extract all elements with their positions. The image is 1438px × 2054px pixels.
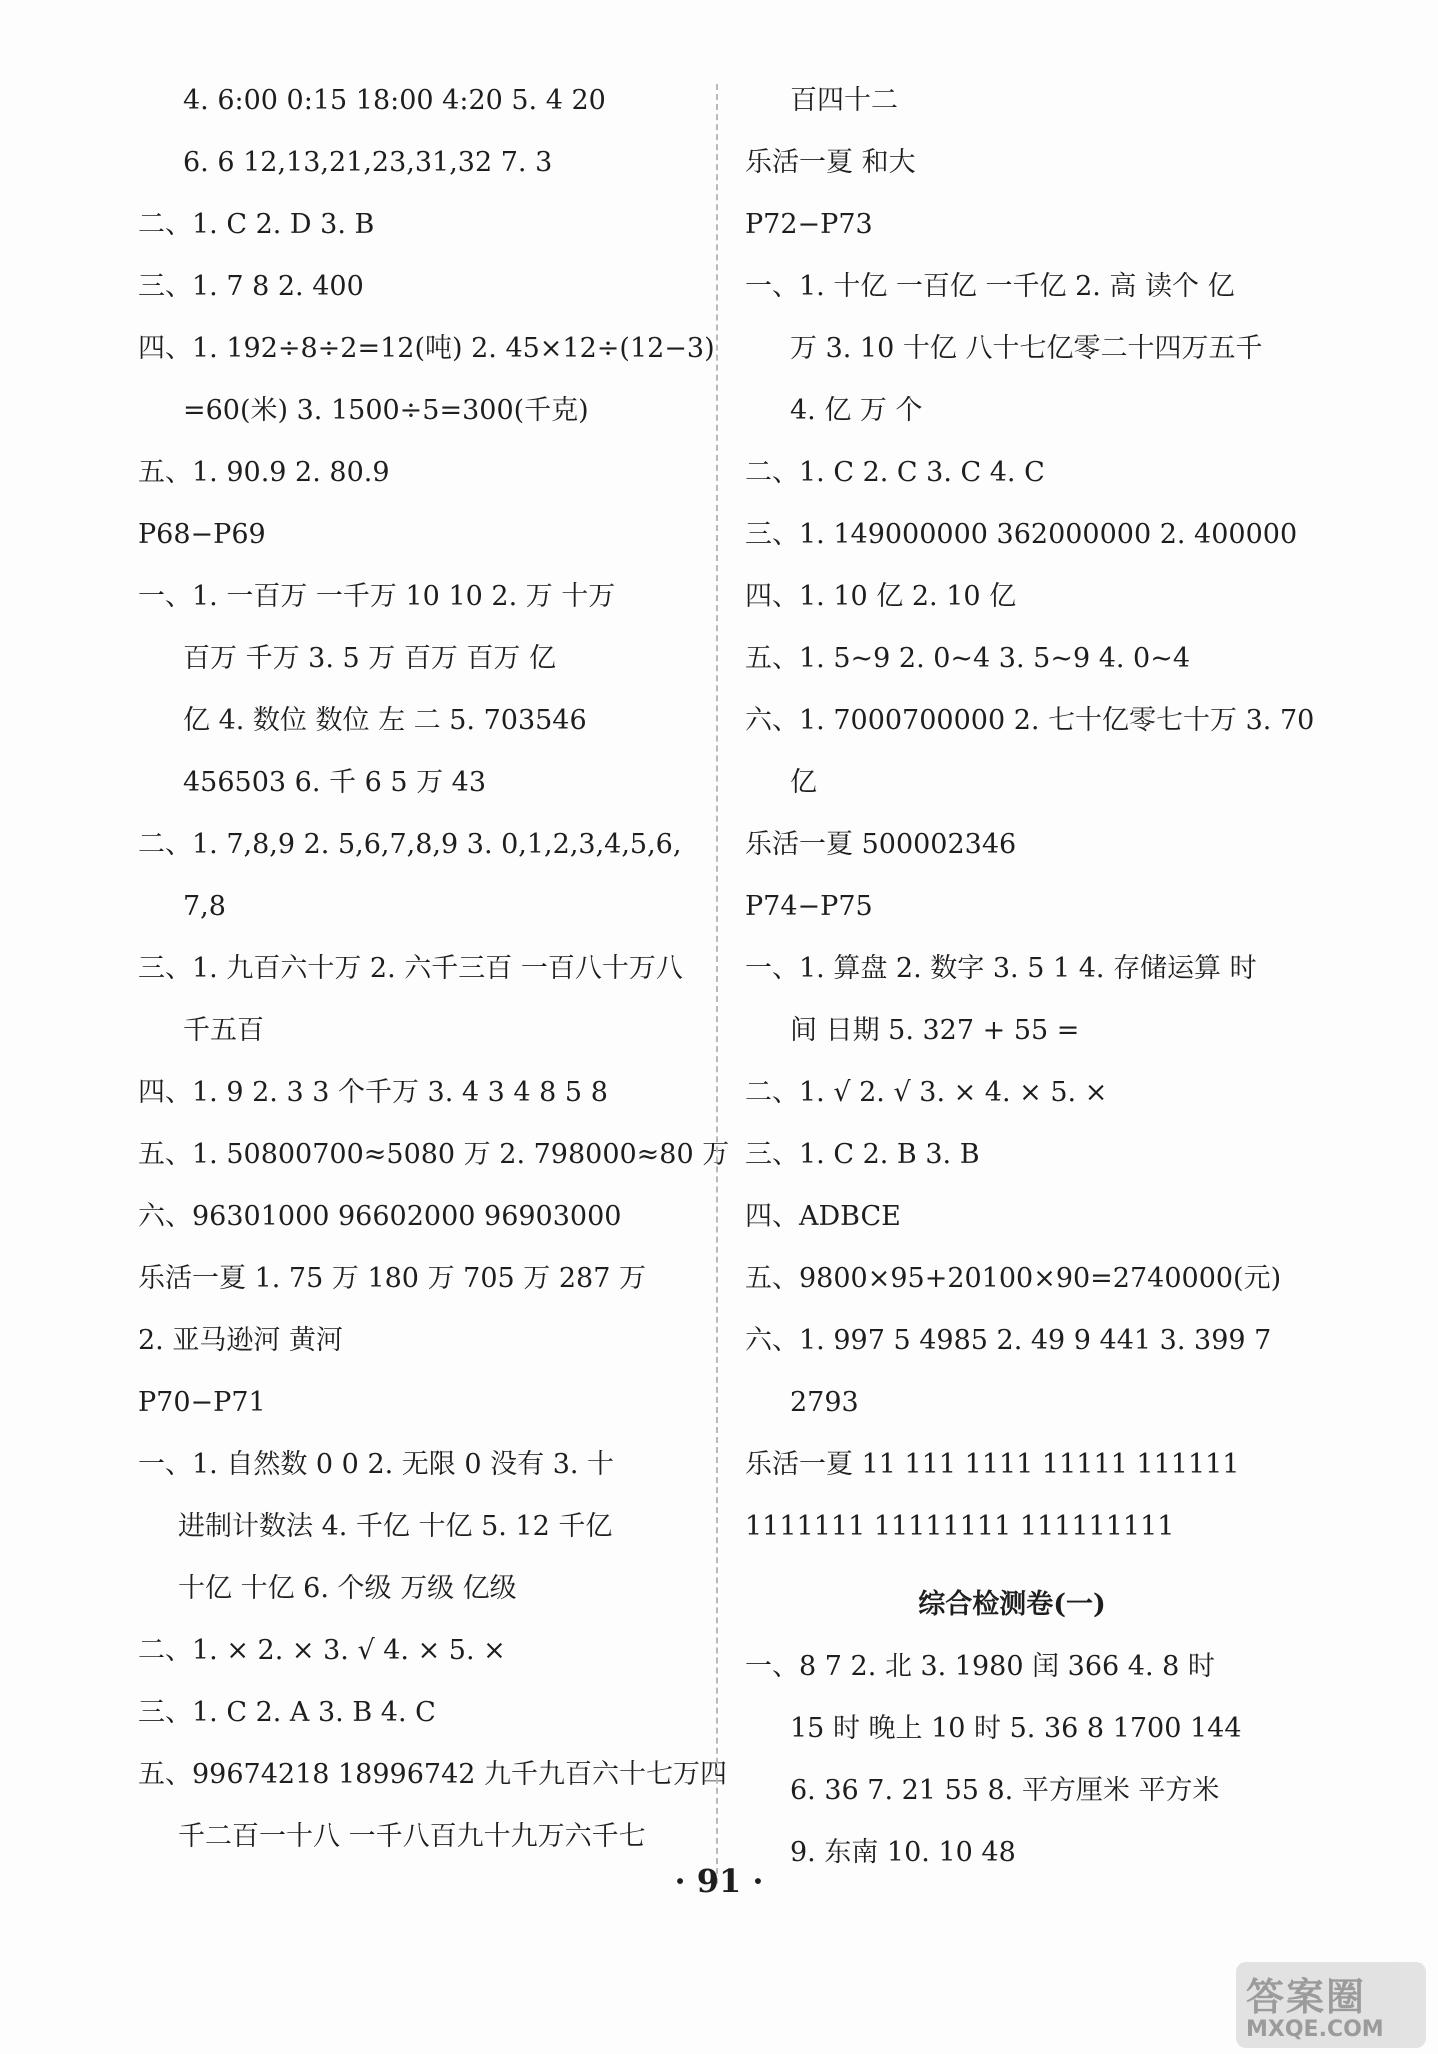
page-range-heading: P70−P71 [138,1387,266,1418]
answer-line: 四、1. 10 亿 2. 10 亿 [745,581,1017,612]
answer-line: 三、1. C 2. A 3. B 4. C [138,1697,436,1728]
answer-line: 亿 [790,767,817,798]
answer-line: 三、1. 九百六十万 2. 六千三百 一百八十万八 [138,953,683,984]
answer-line: 456503 6. 千 6 5 万 43 [183,767,487,798]
answer-line: 三、1. 7 8 2. 400 [138,271,364,302]
answer-line: 乐活一夏 11 111 1111 11111 111111 [745,1449,1240,1480]
answer-line: 1111111 11111111 111111111 [745,1511,1175,1542]
answer-line: 二、1. × 2. × 3. √ 4. × 5. × [138,1635,506,1666]
section-title: 综合检测卷(一) [918,1589,1106,1620]
answer-line: 四、1. 192÷8÷2=12(吨) 2. 45×12÷(12−3) [138,333,715,364]
answer-line: 万 3. 10 十亿 八十七亿零二十四万五千 [790,333,1263,364]
answer-line: 二、1. √ 2. √ 3. × 4. × 5. × [745,1077,1108,1108]
answer-line: 一、1. 十亿 一百亿 一千亿 2. 高 读个 亿 [745,271,1235,302]
answer-line: 百万 千万 3. 5 万 百万 百万 亿 [183,643,557,674]
page-range-heading: P72−P73 [745,209,873,240]
page-number: · 91 · [674,1862,764,1900]
answer-line: 二、1. 7,8,9 2. 5,6,7,8,9 3. 0,1,2,3,4,5,6, [138,829,682,860]
answer-line: 千二百一十八 一千八百九十九万六千七 [178,1821,646,1852]
answer-line: 亿 4. 数位 数位 左 二 5. 703546 [183,705,587,736]
answer-line: 四、ADBCE [745,1201,901,1232]
answer-line: 6. 6 12,13,21,23,31,32 7. 3 [183,147,553,178]
answer-line: 9. 东南 10. 10 48 [790,1837,1016,1868]
answer-line: 一、1. 一百万 一千万 10 10 2. 万 十万 [138,581,616,612]
answer-line: 乐活一夏 500002346 [745,829,1017,860]
answer-line: 进制计数法 4. 千亿 十亿 5. 12 千亿 [178,1511,613,1542]
answer-line: 三、1. 149000000 362000000 2. 400000 [745,519,1298,550]
answer-line: 一、8 7 2. 北 3. 1980 闰 366 4. 8 时 [745,1651,1215,1682]
answer-line: 乐活一夏 和大 [745,147,916,178]
answer-line: 五、1. 50800700≈5080 万 2. 798000≈80 万 [138,1139,730,1170]
answer-line: =60(米) 3. 1500÷5=300(千克) [183,395,589,426]
watermark-url: MXQE.COM [1246,2017,1384,2042]
answer-line: 2. 亚马逊河 黄河 [138,1325,343,1356]
answer-line: 千五百 [183,1015,264,1046]
answer-line: 乐活一夏 1. 75 万 180 万 705 万 287 万 [138,1263,646,1294]
watermark-logo [1236,1962,1426,2048]
answer-line: 三、1. C 2. B 3. B [745,1139,980,1170]
answer-line: 4. 亿 万 个 [790,395,923,426]
answer-line: 一、1. 自然数 0 0 2. 无限 0 没有 3. 十 [138,1449,615,1480]
page-range-heading: P68−P69 [138,519,266,550]
answer-line: 2793 [790,1387,859,1418]
answer-line: 六、1. 7000700000 2. 七十亿零七十万 3. 70 [745,705,1315,736]
answer-line: 6. 36 7. 21 55 8. 平方厘米 平方米 [790,1775,1220,1806]
page-range-heading: P74−P75 [745,891,873,922]
answer-line: 4. 6:00 0:15 18:00 4:20 5. 4 20 [183,85,606,116]
answer-line: 间 日期 5. 327 + 55 = [790,1015,1080,1046]
answer-line: 一、1. 算盘 2. 数字 3. 5 1 4. 存储运算 时 [745,953,1257,984]
answer-line: 五、9800×95+20100×90=2740000(元) [745,1263,1282,1294]
answer-line: 二、1. C 2. D 3. B [138,209,375,240]
answer-line: 百四十二 [790,85,898,116]
answer-line: 7,8 [183,891,226,922]
answer-line: 六、96301000 96602000 96903000 [138,1201,622,1232]
answer-line: 五、1. 90.9 2. 80.9 [138,457,390,488]
column-divider [716,84,718,1884]
answer-line: 二、1. C 2. C 3. C 4. C [745,457,1045,488]
answer-line: 十亿 十亿 6. 个级 万级 亿级 [178,1573,517,1604]
answer-line: 15 时 晚上 10 时 5. 36 8 1700 144 [790,1713,1242,1744]
answer-line: 六、1. 997 5 4985 2. 49 9 441 3. 399 7 [745,1325,1272,1356]
answer-line: 五、1. 5~9 2. 0~4 3. 5~9 4. 0~4 [745,643,1191,674]
answer-line: 五、99674218 18996742 九千九百六十七万四 [138,1759,728,1790]
answer-line: 四、1. 9 2. 3 3 个千万 3. 4 3 4 8 5 8 [138,1077,608,1108]
watermark-logo-text: 答案圈 [1246,1975,1367,2019]
